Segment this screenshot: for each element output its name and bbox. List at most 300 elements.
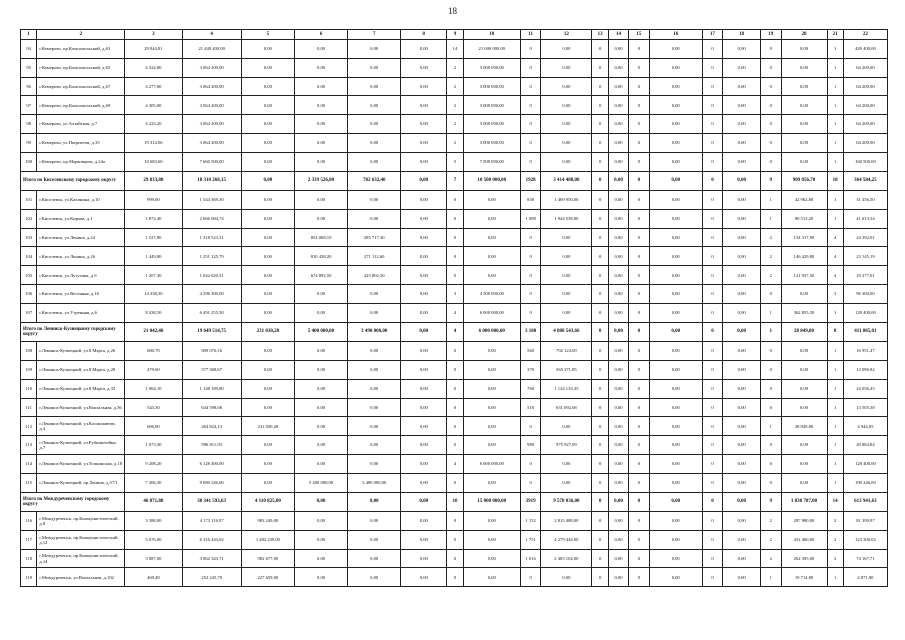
value-cell: 0,00 <box>401 171 447 191</box>
value-cell: 1 <box>827 40 843 59</box>
value-cell: 12 096,82 <box>843 360 887 379</box>
address-cell: г.Кемерово, пр.Комсомольский, д.67 <box>37 77 125 96</box>
value-cell: 0 <box>761 77 781 96</box>
value-cell: 4 110 825,00 <box>241 492 294 512</box>
value-cell: 2 815 488,00 <box>541 512 592 531</box>
value-cell: 0,00 <box>241 133 294 152</box>
value-cell: 0,00 <box>723 379 761 398</box>
value-cell: 0,00 <box>401 360 447 379</box>
value-cell: 0 <box>447 266 463 285</box>
value-cell: 2 <box>447 96 463 115</box>
value-cell: 0 <box>702 171 722 191</box>
value-cell: 613 941,63 <box>843 492 887 512</box>
value-cell: 0 <box>629 322 649 342</box>
row-number-cell: 101 <box>21 191 37 210</box>
value-cell: 0,00 <box>348 96 401 115</box>
value-cell: 0,00 <box>649 322 702 342</box>
value-cell: 0,00 <box>649 247 702 266</box>
value-cell: 46 871,80 <box>125 492 182 512</box>
value-cell: 0,00 <box>723 417 761 436</box>
value-cell: 29 833,80 <box>125 171 182 191</box>
value-cell: 0,00 <box>401 454 447 473</box>
column-number: 4 <box>182 30 241 40</box>
value-cell: 0,00 <box>463 512 520 531</box>
value-cell: 0 <box>592 191 608 210</box>
value-cell: 479,60 <box>125 360 182 379</box>
value-cell: 0,00 <box>348 115 401 134</box>
value-cell: 0 <box>702 360 722 379</box>
row-number-cell: 115 <box>21 473 37 492</box>
value-cell: 1 251 125,79 <box>182 247 241 266</box>
value-cell: 4 <box>827 247 843 266</box>
value-cell: 225 802,50 <box>348 266 401 285</box>
value-cell: 2 483 104,00 <box>541 549 592 568</box>
value-cell: 0,00 <box>723 152 761 171</box>
value-cell: 0 <box>447 209 463 228</box>
value-cell: 0,00 <box>608 436 628 455</box>
value-cell: 7 500 000,00 <box>463 152 520 171</box>
value-cell: 0 <box>592 228 608 247</box>
value-cell: 0,00 <box>294 133 347 152</box>
address-cell: г.Кемерово, пр.Марковцева, д.24а <box>37 152 125 171</box>
value-cell: 0,00 <box>723 398 761 417</box>
value-cell: 0,00 <box>463 360 520 379</box>
value-cell: 0,00 <box>401 228 447 247</box>
value-cell: 0 <box>629 152 649 171</box>
column-number: 12 <box>541 30 592 40</box>
value-cell: 0,00 <box>348 191 401 210</box>
value-cell: 0,00 <box>294 285 347 304</box>
value-cell: 0,00 <box>608 454 628 473</box>
row-number-cell: 114 <box>21 454 37 473</box>
value-cell: 4 223,20 <box>125 115 182 134</box>
table-row <box>21 96 888 115</box>
value-cell: 3 064 200,00 <box>182 115 241 134</box>
address-cell: г.Киселевск, ул.Лутугина, д.9 <box>37 266 125 285</box>
value-cell: 1 038 787,00 <box>781 492 827 512</box>
row-number-cell: 96 <box>21 77 37 96</box>
address-cell: г.Ленинск-Кузнецкий, ул.Космонавтов, д.4 <box>37 417 125 436</box>
address-cell: г.Киселевск, ул.Калинина, д.10 <box>37 191 125 210</box>
value-cell: 1 016 <box>520 549 540 568</box>
value-cell: 3 <box>447 285 463 304</box>
value-cell: 577 368,67 <box>182 360 241 379</box>
value-cell: 4 <box>827 228 843 247</box>
value-cell: 128 400,00 <box>843 454 887 473</box>
value-cell: 0,00 <box>294 512 347 531</box>
value-cell: 0,00 <box>781 152 827 171</box>
subtotal-row <box>21 171 888 191</box>
value-cell: 5 076,00 <box>125 530 182 549</box>
value-cell: 3 000 000,00 <box>463 77 520 96</box>
value-cell: 0,00 <box>463 247 520 266</box>
table-row <box>21 285 888 304</box>
value-cell: 0,00 <box>348 568 401 587</box>
value-cell: 0 <box>629 191 649 210</box>
value-cell: 0,00 <box>723 40 761 59</box>
value-cell: 14 338,30 <box>125 285 182 304</box>
value-cell: 1 <box>827 360 843 379</box>
value-cell: 0 <box>520 133 540 152</box>
value-cell: 19 314,06 <box>125 133 182 152</box>
row-number-cell: 108 <box>21 342 37 361</box>
value-cell: 2 <box>761 266 781 285</box>
value-cell: 1 098 <box>520 209 540 228</box>
value-cell: 19 649 514,75 <box>182 322 241 342</box>
value-cell: 0,00 <box>649 417 702 436</box>
value-cell: 411 085,01 <box>843 322 887 342</box>
value-cell: 0 <box>447 530 463 549</box>
value-cell: 1 <box>827 303 843 322</box>
value-cell: 0,00 <box>294 152 347 171</box>
value-cell: 0,00 <box>723 115 761 134</box>
value-cell: 0,00 <box>401 398 447 417</box>
value-cell: 0 <box>592 77 608 96</box>
value-cell: 680,70 <box>125 342 182 361</box>
value-cell: 24 056,45 <box>843 379 887 398</box>
value-cell: 0 <box>629 115 649 134</box>
value-cell: 0,00 <box>723 209 761 228</box>
value-cell: 2 <box>761 247 781 266</box>
value-cell: 3 180 <box>520 322 540 342</box>
value-cell: 0 <box>592 133 608 152</box>
address-cell: г.Ленинск-Кузнецкий, пр.Ленина, д.57/1 <box>37 473 125 492</box>
value-cell: 975 927,09 <box>541 436 592 455</box>
value-cell: 0,00 <box>723 492 761 512</box>
value-cell: 64 200,00 <box>843 133 887 152</box>
value-cell: 1 <box>827 96 843 115</box>
value-cell: 0 <box>592 171 608 191</box>
value-cell: 0,00 <box>649 549 702 568</box>
value-cell: 0,00 <box>608 549 628 568</box>
value-cell: 0,00 <box>348 77 401 96</box>
value-cell: 2 <box>761 530 781 549</box>
value-cell: 0,00 <box>401 40 447 59</box>
value-cell: 0 <box>761 473 781 492</box>
value-cell: 1 <box>761 209 781 228</box>
value-cell: 0,00 <box>723 247 761 266</box>
value-cell: 4 173 116,97 <box>182 512 241 531</box>
value-cell: 96 300,00 <box>843 285 887 304</box>
value-cell: 0,00 <box>463 209 520 228</box>
column-number: 7 <box>348 30 401 40</box>
value-cell: 2 <box>761 549 781 568</box>
value-cell: 0,00 <box>649 152 702 171</box>
value-cell: 0,00 <box>781 133 827 152</box>
subtotal-label: Итого по Киселевскому городскому округу <box>21 171 125 191</box>
value-cell: 0 <box>629 133 649 152</box>
value-cell: 0 <box>702 454 722 473</box>
value-cell: 0,00 <box>294 360 347 379</box>
value-cell: 1 <box>827 342 843 361</box>
value-cell: 0 <box>629 530 649 549</box>
value-cell: 0,00 <box>649 530 702 549</box>
value-cell: 0,00 <box>608 191 628 210</box>
value-cell: 6 000 000,00 <box>463 322 520 342</box>
value-cell: 0 <box>592 398 608 417</box>
value-cell: 3 000 000,00 <box>463 58 520 77</box>
value-cell: 24 392,01 <box>843 228 887 247</box>
value-cell: 0,00 <box>401 549 447 568</box>
value-cell: 0 <box>592 115 608 134</box>
value-cell: 0,00 <box>401 473 447 492</box>
value-cell: 0,00 <box>463 530 520 549</box>
value-cell: 0,00 <box>781 473 827 492</box>
value-cell: 996 811,93 <box>182 436 241 455</box>
value-cell: 0,00 <box>781 77 827 96</box>
value-cell: 2 066 084,74 <box>182 209 241 228</box>
value-cell: 0 <box>520 40 540 59</box>
value-cell: 0,00 <box>723 191 761 210</box>
value-cell: 0,00 <box>294 209 347 228</box>
value-cell: 0 <box>629 247 649 266</box>
value-cell: 999,60 <box>125 191 182 210</box>
value-cell: 0 <box>761 379 781 398</box>
value-cell: 10 683,60 <box>125 152 182 171</box>
value-cell: 0 <box>592 492 608 512</box>
table-row <box>21 530 888 549</box>
value-cell: 2 339 526,80 <box>294 171 347 191</box>
address-cell: г.Междуреченск, пр.Коммунистический, д.14 <box>37 549 125 568</box>
value-cell: 0,00 <box>294 342 347 361</box>
value-cell: 0,00 <box>649 512 702 531</box>
value-cell: 2 <box>447 115 463 134</box>
row-number-cell: 106 <box>21 285 37 304</box>
value-cell: 0,00 <box>401 152 447 171</box>
value-cell: 0,00 <box>649 285 702 304</box>
row-number-cell: 105 <box>21 266 37 285</box>
value-cell: 854 068,10 <box>294 228 347 247</box>
value-cell: 1 <box>761 568 781 587</box>
value-cell: 0,00 <box>649 360 702 379</box>
column-number: 14 <box>608 30 628 40</box>
value-cell: 7 660 500,00 <box>182 152 241 171</box>
value-cell: 4 088 543,66 <box>541 322 592 342</box>
page-number: 18 <box>448 6 457 16</box>
value-cell: 2 <box>761 512 781 531</box>
column-number: 3 <box>125 30 182 40</box>
value-cell: 0,00 <box>463 266 520 285</box>
value-cell: 0,00 <box>348 549 401 568</box>
row-number-cell: 97 <box>21 96 37 115</box>
value-cell: 0,00 <box>541 96 592 115</box>
value-cell: 0 <box>702 303 722 322</box>
address-cell: г.Ленинск-Кузнецкий, ул.8 Марта, д.28 <box>37 360 125 379</box>
value-cell: 0 <box>702 152 722 171</box>
value-cell: 0 <box>447 512 463 531</box>
value-cell: 3 490 000,00 <box>348 473 401 492</box>
value-cell: 0,00 <box>294 454 347 473</box>
value-cell: 543,30 <box>125 398 182 417</box>
value-cell: 0 <box>629 492 649 512</box>
value-cell: 0,00 <box>781 360 827 379</box>
value-cell: 0 <box>447 473 463 492</box>
value-cell: 28 849,80 <box>781 322 827 342</box>
value-cell: 0 <box>702 191 722 210</box>
value-cell: 0,00 <box>401 303 447 322</box>
subtotal-label: Итого по Ленинск-Кузнецкому городскому округу <box>21 322 125 342</box>
value-cell: 0 <box>761 96 781 115</box>
value-cell: 0 <box>702 492 722 512</box>
value-cell: 0,00 <box>608 360 628 379</box>
value-cell: 0,00 <box>723 530 761 549</box>
value-cell: 0,00 <box>463 417 520 436</box>
row-number-cell: 118 <box>21 549 37 568</box>
value-cell: 5 <box>447 152 463 171</box>
value-cell: 0,00 <box>649 454 702 473</box>
value-cell: 0 <box>629 77 649 96</box>
value-cell: 0,00 <box>781 398 827 417</box>
value-cell: 364 584,25 <box>843 171 887 191</box>
column-number: 9 <box>447 30 463 40</box>
value-cell: 0,00 <box>241 77 294 96</box>
value-cell: 0 <box>447 360 463 379</box>
value-cell: 0 <box>761 436 781 455</box>
value-cell: 146 429,80 <box>781 247 827 266</box>
value-cell: 0,00 <box>294 549 347 568</box>
value-cell: 0,00 <box>348 152 401 171</box>
address-cell: г.Киселевск, ул.Ленина, д.26 <box>37 247 125 266</box>
value-cell: 1 <box>827 398 843 417</box>
value-cell: 0,00 <box>781 342 827 361</box>
value-cell: 0,00 <box>241 285 294 304</box>
value-cell: 0,00 <box>608 228 628 247</box>
value-cell: 1 544 369,30 <box>182 191 241 210</box>
value-cell: 0 <box>761 360 781 379</box>
column-number: 16 <box>649 30 702 40</box>
value-cell: 0,00 <box>541 228 592 247</box>
value-cell: 0,00 <box>401 191 447 210</box>
value-cell: 21 042,40 <box>125 322 182 342</box>
value-cell: 830 <box>520 191 540 210</box>
value-cell: 4 <box>447 303 463 322</box>
value-cell: 0 <box>702 398 722 417</box>
value-cell: 0,00 <box>241 152 294 171</box>
value-cell: 0 <box>629 454 649 473</box>
value-cell: 0,00 <box>401 512 447 531</box>
value-cell: 1928 <box>520 171 540 191</box>
value-cell: 0 <box>520 228 540 247</box>
value-cell: 0,00 <box>348 436 401 455</box>
value-cell: 0,00 <box>541 77 592 96</box>
value-cell: 28 849,80 <box>781 417 827 436</box>
column-number: 1 <box>21 30 37 40</box>
table-row <box>21 454 888 473</box>
value-cell: 362 855,50 <box>781 303 827 322</box>
value-cell: 4 871,90 <box>843 568 887 587</box>
value-cell: 231 030,28 <box>241 417 294 436</box>
value-cell: 0,00 <box>294 530 347 549</box>
subtotal-label: Итого по Междуреченскому городскому округу <box>21 492 125 512</box>
value-cell: 0,00 <box>649 58 702 77</box>
value-cell: 0,00 <box>649 228 702 247</box>
value-cell: 0,00 <box>608 77 628 96</box>
value-cell: 0,00 <box>608 322 628 342</box>
value-cell: 0,00 <box>608 115 628 134</box>
value-cell: 9 208,20 <box>125 454 182 473</box>
address-cell: г.Междуреченск, пр.Коммунистический, д.12 <box>37 530 125 549</box>
value-cell: 0,00 <box>541 152 592 171</box>
column-number: 18 <box>723 30 761 40</box>
value-cell: 1 527,90 <box>125 228 182 247</box>
value-cell: 0 <box>629 379 649 398</box>
value-cell: 0 <box>702 512 722 531</box>
value-cell: 8 438,50 <box>125 303 182 322</box>
value-cell: 1 042 020,51 <box>182 266 241 285</box>
value-cell: 0,00 <box>294 77 347 96</box>
row-number-cell: 104 <box>21 247 37 266</box>
value-cell: 760 <box>520 379 540 398</box>
value-cell: 0,00 <box>294 436 347 455</box>
value-cell: 0,00 <box>723 568 761 587</box>
value-cell: 0,00 <box>723 285 761 304</box>
value-cell: 0 <box>629 473 649 492</box>
value-cell: 0 <box>592 568 608 587</box>
value-cell: 0,00 <box>401 247 447 266</box>
table-row <box>21 77 888 96</box>
value-cell: 0 <box>761 152 781 171</box>
value-cell: 1 <box>827 77 843 96</box>
value-cell: 81 399,97 <box>843 512 887 531</box>
value-cell: 0,00 <box>723 473 761 492</box>
value-cell: 0,00 <box>463 568 520 587</box>
value-cell: 74 167,71 <box>843 549 887 568</box>
value-cell: 1 207,30 <box>125 266 182 285</box>
value-cell: 0,00 <box>241 171 294 191</box>
value-cell: 0 <box>702 228 722 247</box>
table-row <box>21 115 888 134</box>
address-cell: г.Кемерово, пр.Комсомольский, д.63 <box>37 40 125 59</box>
value-cell: 560 <box>520 342 540 361</box>
value-cell: 15 000 000,00 <box>463 492 520 512</box>
value-cell: 19 714,80 <box>781 568 827 587</box>
value-cell: 6 316 443,02 <box>182 530 241 549</box>
value-cell: 0,00 <box>294 40 347 59</box>
value-cell: 0 <box>447 417 463 436</box>
column-number: 11 <box>520 30 540 40</box>
value-cell: 6 491 255,50 <box>182 303 241 322</box>
value-cell: 227 659,00 <box>241 568 294 587</box>
value-cell: 0,00 <box>541 247 592 266</box>
value-cell: 0 <box>702 285 722 304</box>
value-cell: 1 <box>827 417 843 436</box>
table-row <box>21 191 888 210</box>
value-cell: 0,00 <box>241 115 294 134</box>
value-cell: 128 400,00 <box>843 303 887 322</box>
value-cell: 0,00 <box>608 96 628 115</box>
value-cell: 0,00 <box>241 228 294 247</box>
value-cell: 0,00 <box>348 342 401 361</box>
value-cell: 2 <box>827 512 843 531</box>
value-cell: 631 092,68 <box>541 398 592 417</box>
table-row <box>21 342 888 361</box>
value-cell: 1 751 <box>520 530 540 549</box>
value-cell: 0 <box>520 303 540 322</box>
value-cell: 271 112,60 <box>348 247 401 266</box>
value-cell: 0,00 <box>608 398 628 417</box>
value-cell: 0,00 <box>241 398 294 417</box>
value-cell: 0,00 <box>294 398 347 417</box>
address-cell: г.Кемерово, пр.Комсомольский, д.65 <box>37 58 125 77</box>
value-cell: 0,00 <box>649 473 702 492</box>
value-cell: 0,00 <box>723 133 761 152</box>
value-cell: 0,00 <box>463 228 520 247</box>
value-cell: 0,00 <box>241 303 294 322</box>
value-cell: 0 <box>629 285 649 304</box>
value-cell: 0,00 <box>294 417 347 436</box>
value-cell: 0,00 <box>294 303 347 322</box>
address-cell: г.Междуреченск, пр.Коммунистический, д.8 <box>37 512 125 531</box>
